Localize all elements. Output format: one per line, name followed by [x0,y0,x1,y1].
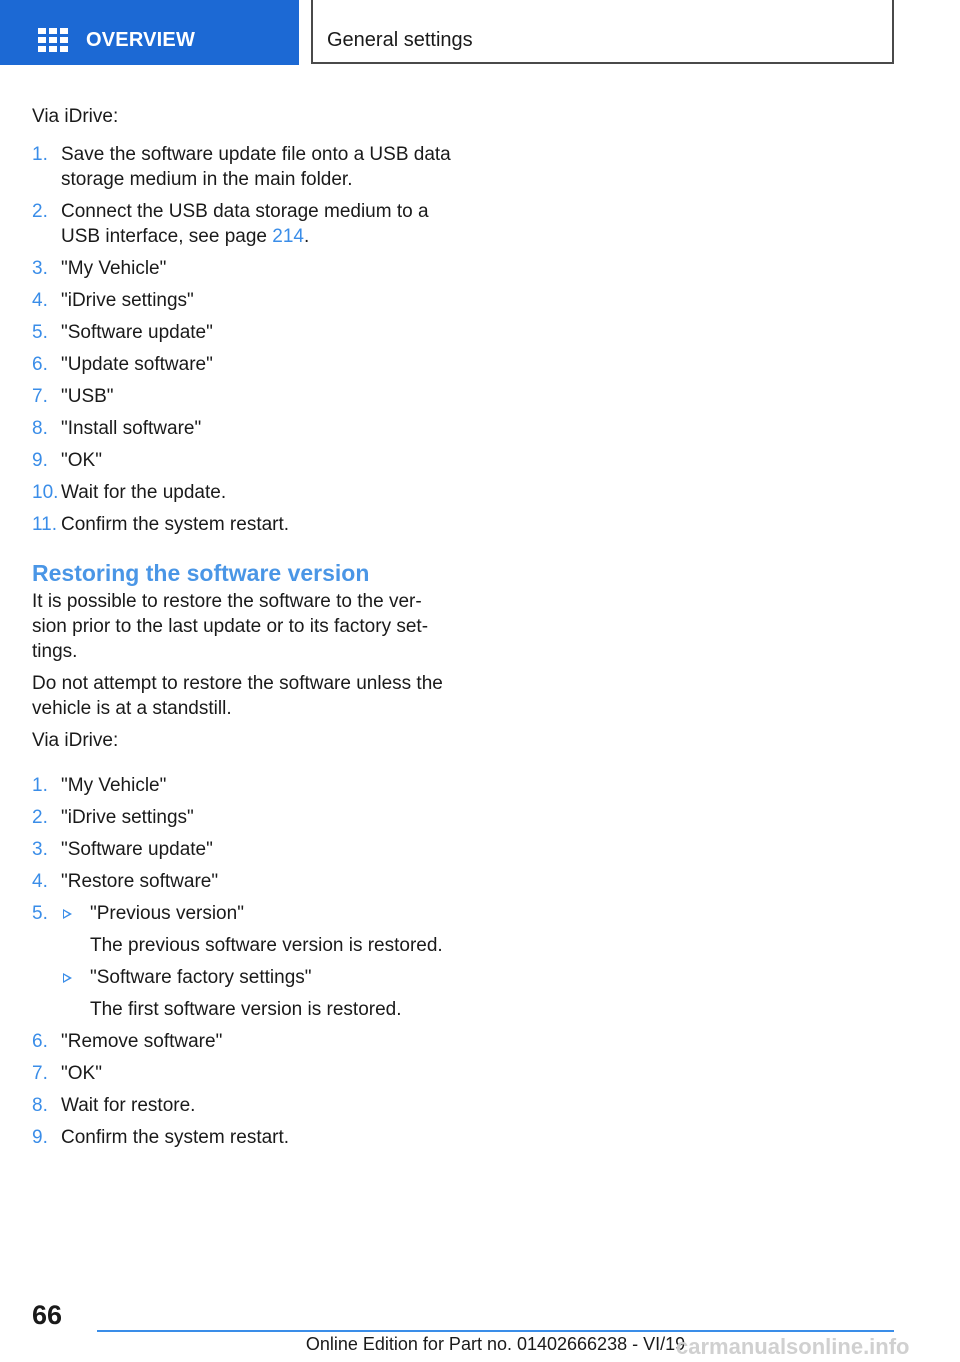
sub-item-label: "Previous version" [90,903,244,924]
step-text: Connect the USB data storage medium to a USB interface, see page [61,201,429,247]
page-number: 66 [32,1300,63,1330]
step-number: 1. [32,775,48,796]
page-link[interactable]: 214 [272,226,304,247]
step-number: 6. [32,1031,48,1052]
step-text: "USB" [61,386,114,407]
list-item [32,142,452,192]
list-item [32,416,452,441]
step-text: Wait for restore. [61,1095,196,1116]
step-number: 11. [32,514,58,535]
step-text: "Update software" [61,354,213,375]
step-number: 8. [32,1095,48,1116]
restore-intro: Via iDrive: [32,730,119,751]
list-item [32,837,452,862]
list-item [32,256,452,281]
step-number: 3. [32,258,48,279]
step-number: 7. [32,1063,48,1084]
step-text: Confirm the system restart. [61,514,290,535]
step-text: "Restore software" [61,871,219,892]
step-number: 2. [32,807,48,828]
list-item [32,320,452,345]
step-number: 8. [32,418,48,439]
footer-edition: Online Edition for Part no. 01402666238 - VI/19 [305,1334,686,1354]
step-number: 9. [32,1127,48,1148]
overview-label: OVERVIEW [86,29,196,51]
footer-divider [97,1330,894,1332]
list-item [32,512,452,537]
step-number: 6. [32,354,48,375]
sub-item-label: "Software factory settings" [90,967,312,988]
list-item [32,1093,452,1118]
list-item [32,901,452,1022]
sub-item [61,901,452,958]
step-text: "OK" [61,1063,102,1084]
page-content [32,104,452,1150]
step-number: 1. [32,144,48,165]
sub-item-desc: The first software version is restored. [90,999,402,1020]
overview-tab[interactable] [0,0,299,65]
step-number: 10. [32,482,59,503]
list-item [32,384,452,409]
step-number: 2. [32,201,48,222]
triangle-bullet-icon [63,973,72,983]
step-text: "Software update" [61,322,213,343]
step-text: "iDrive settings" [61,807,194,828]
list-item [32,1125,452,1150]
list-item [32,352,452,377]
step-text: "Install software" [61,418,202,439]
step-text: "Software update" [61,839,213,860]
sub-item-desc: The previous software version is restored. [90,935,443,956]
restore-steps-list [32,773,452,1150]
section-heading: Restoring the software version [32,560,370,586]
grid-menu-icon [38,28,68,52]
restore-para-1: It is possible to restore the software to the ver‐ sion prior to the last update or to its factory set‐ tings. [32,591,429,662]
list-item [32,1061,452,1086]
list-item [32,288,452,313]
list-item [32,448,452,473]
step-text: "OK" [61,450,102,471]
step-text: Confirm the system restart. [61,1127,290,1148]
step-number: 7. [32,386,48,407]
step-number: 4. [32,871,48,892]
list-item [32,199,452,249]
step-number: 5. [32,903,48,924]
step-text: Wait for the update. [61,482,227,503]
step-number: 9. [32,450,48,471]
list-item [32,869,452,894]
step-text: Save the software update file onto a USB data storage medium in the main folder. [61,144,451,190]
usb-steps-list [32,142,452,537]
list-item [32,805,452,830]
step-text: "My Vehicle" [61,258,167,279]
watermark: carmanualsonline.info [676,1334,910,1359]
step-text: "iDrive settings" [61,290,194,311]
step-text-end: . [303,226,310,247]
section-title: General settings [327,29,473,51]
section-header [311,0,894,64]
list-item [32,773,452,798]
step-number: 5. [32,322,48,343]
restore-para-2: Do not attempt to restore the software unless the vehicle is at a standstill. [32,673,443,719]
step-text: "My Vehicle" [61,775,167,796]
step-number: 3. [32,839,48,860]
list-item [32,480,452,505]
step-text: "Remove software" [61,1031,223,1052]
list-item [32,1029,452,1054]
triangle-bullet-icon [63,909,72,919]
usb-intro: Via iDrive: [32,106,119,127]
sub-item [61,965,452,1022]
step-number: 4. [32,290,48,311]
